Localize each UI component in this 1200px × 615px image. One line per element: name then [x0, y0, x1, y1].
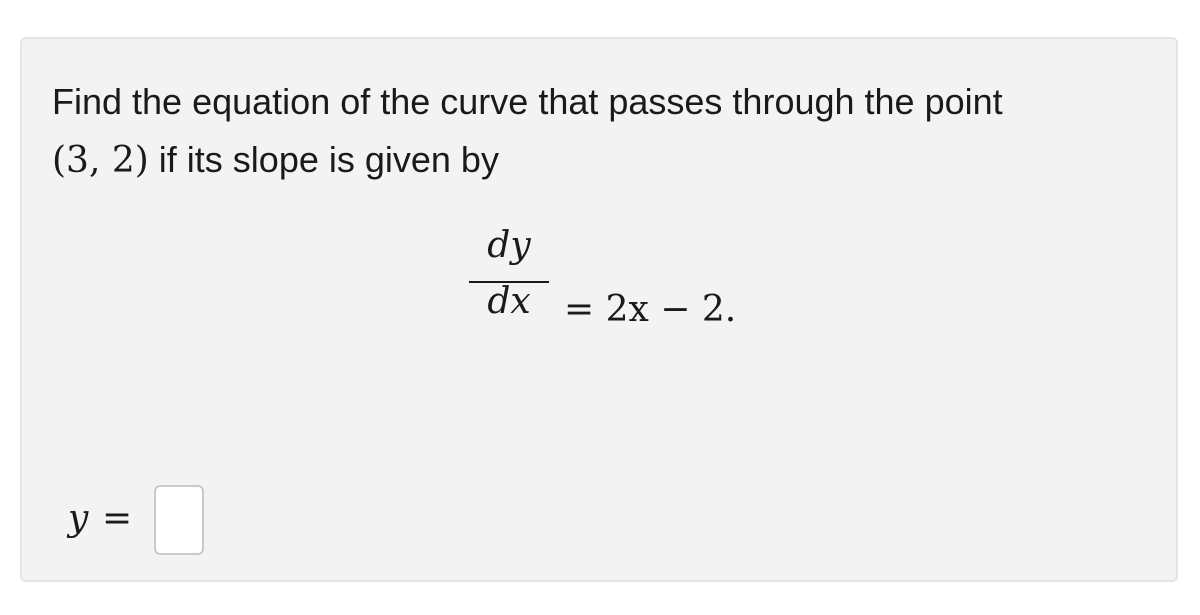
fraction-denominator-text: dx: [487, 281, 531, 322]
question-text: [52, 73, 1142, 190]
question-card: [20, 37, 1178, 582]
question-line-2-rest: if its slope is given by: [148, 139, 499, 180]
fraction-numerator: dy: [487, 225, 531, 266]
question-line-2: [52, 131, 1142, 190]
answer-input[interactable]: [154, 485, 204, 555]
answer-row: [68, 485, 268, 557]
derivative-fraction: [469, 224, 549, 334]
slope-equation: [469, 224, 789, 334]
question-line-1: Find the equation of the curve that passes through the point: [52, 81, 1003, 122]
point-coordinates: (3, 2): [52, 140, 149, 181]
answer-equals-sign: =: [102, 498, 133, 539]
fraction-denominator: [469, 281, 549, 322]
equation-right-side: = 2x − 2.: [564, 289, 737, 330]
answer-variable: y: [68, 498, 89, 539]
